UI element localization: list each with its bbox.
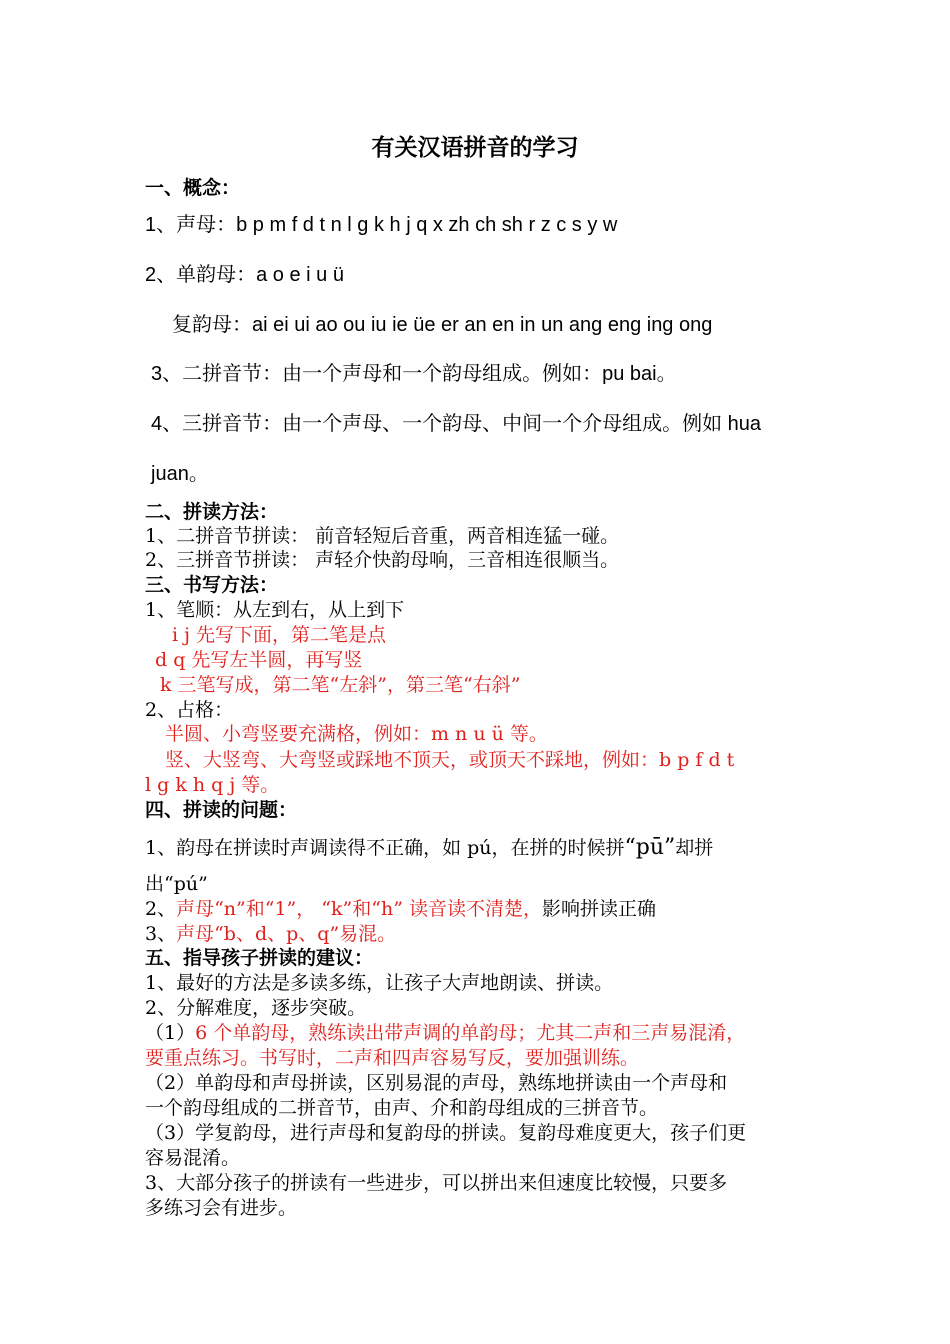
problem-line-1-b: “pū” — [624, 835, 676, 860]
advice-line-2: 2、分解难度，逐步突破。 — [145, 997, 367, 1019]
problem-line-3-a: 3、 — [145, 923, 177, 945]
writing-rule-dq: d q 先写左半圆，再写竖 — [155, 649, 363, 671]
advice-line-3-a: （1） — [145, 1022, 196, 1044]
section-2-heading: 二、拼读方法： — [145, 501, 279, 523]
grid-rule-2-cont: l g k h q j 等。 — [145, 774, 280, 796]
method-line-1: 1、二拼音节拼读： 前音轻短后音重，两音相连猛一碰。 — [145, 525, 620, 547]
advice-line-9: 3、大部分孩子的拼读有一些进步，可以拼出来但速度比较慢，只要多 — [145, 1172, 728, 1194]
advice-line-6: 一个韵母组成的二拼音节，由声、介和韵母组成的三拼音节。 — [145, 1097, 659, 1119]
three-part-syllable-line: 4、三拼音节：由一个声母、一个韵母、中间一个介母组成。例如 hua — [151, 413, 762, 435]
three-part-syllable-line-cont: juan。 — [151, 463, 209, 485]
problem-line-1-cont: 出“pú” — [145, 873, 208, 895]
problem-line-1 — [145, 836, 713, 860]
section-4-heading: 四、拼读的问题： — [145, 799, 298, 821]
advice-line-4: 要重点练习。书写时，二声和四声容易写反，要加强训练。 — [145, 1047, 640, 1069]
advice-line-5: （2）单韵母和声母拼读，区别易混的声母，熟练地拼读由一个声母和 — [145, 1072, 728, 1094]
section-1-heading: 一、概念： — [145, 177, 241, 199]
page-title: 有关汉语拼音的学习 — [371, 134, 579, 161]
section-5-heading: 五、指导孩子拼读的建议： — [145, 947, 374, 969]
problem-line-2-c: 影响拼读正确 — [541, 898, 656, 920]
advice-line-8: 容易混淆。 — [145, 1147, 241, 1169]
advice-line-3-b: 6 个单韵母，熟练读出带声调的单韵母；尤其二声和三声易混淆， — [195, 1022, 746, 1044]
advice-line-7: （3）学复韵母，进行声母和复韵母的拼读。复韵母难度更大，孩子们更 — [145, 1122, 747, 1144]
writing-rule-ij: i j 先写下面，第二笔是点 — [172, 624, 387, 646]
compound-finals-line: 复韵母：ai ei ui ao ou iu ie üe er an en in un ang eng ing ong — [172, 314, 713, 336]
advice-line-10: 多练习会有进步。 — [145, 1197, 298, 1219]
problem-line-2 — [145, 897, 656, 921]
problem-line-1-c: 却拼 — [675, 837, 714, 859]
problem-line-3 — [145, 922, 396, 946]
section-3-heading: 三、书写方法： — [145, 574, 279, 596]
problem-line-2-a: 2、 — [145, 898, 177, 920]
problem-line-1-a: 1、韵母在拼读时声调读得不正确，如 pú，在拼的时候拼 — [145, 837, 625, 859]
stroke-order-line: 1、笔顺：从左到右，从上到下 — [145, 599, 405, 621]
single-finals-line: 2、单韵母：a o e i u ü — [145, 264, 344, 286]
initials-line: 1、声母：b p m f d t n l g k h j q x zh ch sh r z c s y w — [145, 214, 618, 236]
advice-line-1: 1、最好的方法是多读多练，让孩子大声地朗读、拼读。 — [145, 972, 614, 994]
two-part-syllable-line: 3、二拼音节：由一个声母和一个韵母组成。例如：pu bai。 — [151, 363, 677, 385]
problem-line-2-b: 声母“n”和“1”， “k”和“h” 读音读不清楚， — [176, 898, 542, 920]
grid-rule-2: 竖、大竖弯、大弯竖或踩地不顶天，或顶天不踩地，例如：b p f d t — [165, 749, 735, 771]
advice-line-3 — [145, 1021, 745, 1045]
problem-line-3-b: 声母“b、d、p、q”易混。 — [176, 923, 397, 945]
grid-position-line: 2、占格： — [145, 699, 234, 721]
grid-rule-1: 半圆、小弯竖要充满格，例如：m n u ü 等。 — [165, 723, 548, 745]
method-line-2: 2、三拼音节拼读： 声轻介快韵母响，三音相连很顺当。 — [145, 549, 620, 571]
writing-rule-k: k 三笔写成，第二笔“左斜”，第三笔“右斜” — [160, 674, 521, 696]
